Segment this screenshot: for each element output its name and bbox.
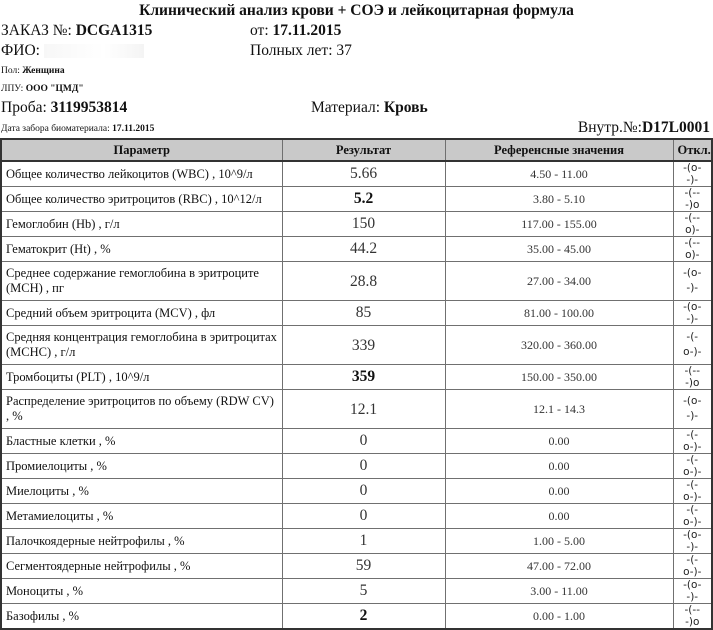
param-cell: Общее количество лейкоцитов (WBC) , 10^9/л: [1, 161, 282, 187]
deviation-cell: -(--o)-: [673, 237, 712, 262]
patient-sex-label: Пол:: [1, 66, 20, 76]
reference-cell: 47.00 - 72.00: [445, 554, 673, 579]
deviation-cell: -(-o-)-: [673, 479, 712, 504]
material-value: Кровь: [383, 99, 428, 116]
material-label: Материал:: [311, 99, 381, 116]
patient-name-redacted: [44, 44, 144, 58]
deviation-cell: -(---)o: [673, 187, 712, 212]
result-cell: 59: [282, 554, 445, 579]
param-cell: Тромбоциты (PLT) , 10^9/л: [1, 365, 282, 390]
param-cell: Распределение эритроцитов по объему (RDW CV) , %: [1, 390, 282, 429]
deviation-cell: -(o--)-: [673, 579, 712, 604]
table-row: [1, 212, 712, 237]
patient-name-label: ФИО:: [1, 42, 40, 59]
table-row: [1, 579, 712, 604]
reference-cell: 0.00: [445, 504, 673, 529]
reference-cell: 0.00: [445, 479, 673, 504]
param-cell: Общее количество эритроцитов (RBC) , 10^12/л: [1, 187, 282, 212]
deviation-cell: -(o--)-: [673, 301, 712, 326]
internal-number-value: D17L0001: [641, 119, 710, 136]
table-row: [1, 262, 712, 301]
deviation-cell: -(---)o: [673, 604, 712, 630]
result-cell: 0: [282, 454, 445, 479]
result-cell: 0: [282, 479, 445, 504]
table-row: [1, 479, 712, 504]
lpu-label: ЛПУ:: [1, 84, 24, 94]
table-row: [1, 604, 712, 630]
reference-cell: 320.00 - 360.00: [445, 326, 673, 365]
param-cell: Среднее содержание гемоглобина в эритроците (MCH) , пг: [1, 262, 282, 301]
param-cell: Палочкоядерные нейтрофилы , %: [1, 529, 282, 554]
table-row: [1, 237, 712, 262]
report-title: Клинический анализ крови + СОЭ и лейкоцитарная формула: [139, 2, 574, 19]
material: [311, 99, 428, 117]
reference-cell: 81.00 - 100.00: [445, 301, 673, 326]
table-row: [1, 529, 712, 554]
table-row: [1, 326, 712, 365]
param-cell: Метамиелоциты , %: [1, 504, 282, 529]
table-row: [1, 554, 712, 579]
deviation-cell: -(--o)-: [673, 212, 712, 237]
deviation-cell: -(o--)-: [673, 390, 712, 429]
result-cell: 0: [282, 429, 445, 454]
result-cell: 0: [282, 504, 445, 529]
patient-age: [250, 42, 352, 60]
result-cell: 359: [282, 365, 445, 390]
patient-name: [1, 42, 144, 60]
header-deviation: Откл.: [673, 139, 712, 161]
table-row: [1, 454, 712, 479]
deviation-cell: -(-o-)-: [673, 554, 712, 579]
header-reference: Референсные значения: [445, 139, 673, 161]
reference-cell: 4.50 - 11.00: [445, 161, 673, 187]
param-cell: Средняя концентрация гемоглобина в эритроцитах (MCHC) , г/л: [1, 326, 282, 365]
result-cell: 12.1: [282, 390, 445, 429]
reference-cell: 27.00 - 34.00: [445, 262, 673, 301]
header-parameter: Параметр: [1, 139, 282, 161]
deviation-cell: -(o--)-: [673, 262, 712, 301]
reference-cell: 35.00 - 45.00: [445, 237, 673, 262]
reference-cell: 117.00 - 155.00: [445, 212, 673, 237]
result-cell: 5: [282, 579, 445, 604]
table-header-row: [1, 139, 712, 161]
patient-age-label: Полных лет:: [250, 42, 333, 59]
reference-cell: 3.00 - 11.00: [445, 579, 673, 604]
param-cell: Моноциты , %: [1, 579, 282, 604]
reference-cell: 1.00 - 5.00: [445, 529, 673, 554]
param-cell: Базофилы , %: [1, 604, 282, 630]
deviation-cell: -(-o-)-: [673, 454, 712, 479]
sample-value: 3119953814: [50, 99, 128, 116]
lpu-value: ООО "ЦМД": [25, 84, 84, 94]
param-cell: Сегментоядерные нейтрофилы , %: [1, 554, 282, 579]
patient-age-value: 37: [336, 42, 352, 59]
param-cell: Гемоглобин (Hb) , г/л: [1, 212, 282, 237]
reference-cell: 12.1 - 14.3: [445, 390, 673, 429]
reference-cell: 3.80 - 5.10: [445, 187, 673, 212]
result-cell: 2: [282, 604, 445, 630]
deviation-cell: -(o--)-: [673, 161, 712, 187]
results-table: [0, 138, 713, 630]
internal-number-label: Внутр.№:: [577, 119, 642, 136]
order-date-label: от:: [250, 22, 269, 39]
param-cell: Миелоциты , %: [1, 479, 282, 504]
param-cell: Промиелоциты , %: [1, 454, 282, 479]
result-cell: 339: [282, 326, 445, 365]
reference-cell: 0.00: [445, 429, 673, 454]
deviation-cell: -(-o-)-: [673, 504, 712, 529]
table-row: [1, 161, 712, 187]
order-date-value: 17.11.2015: [272, 22, 342, 39]
sample-label: Проба:: [1, 99, 47, 116]
deviation-cell: -(-o-)-: [673, 326, 712, 365]
result-cell: 85: [282, 301, 445, 326]
collection-date-label: Дата забора биоматериала:: [1, 124, 110, 134]
order-number: [1, 22, 152, 40]
internal-number: [578, 119, 710, 137]
patient-sex: [1, 66, 65, 76]
result-cell: 5.2: [282, 187, 445, 212]
table-row: [1, 365, 712, 390]
lpu: [1, 84, 84, 94]
result-cell: 150: [282, 212, 445, 237]
result-cell: 44.2: [282, 237, 445, 262]
deviation-cell: -(o--)-: [673, 529, 712, 554]
table-row: [1, 429, 712, 454]
param-cell: Гематокрит (Ht) , %: [1, 237, 282, 262]
collection-date: [1, 124, 154, 134]
param-cell: Бластные клетки , %: [1, 429, 282, 454]
collection-date-value: 17.11.2015: [112, 124, 155, 134]
table-row: [1, 301, 712, 326]
patient-sex-value: Женщина: [22, 66, 65, 76]
sample-number: [1, 99, 127, 117]
param-cell: Средний объем эритроцита (MCV) , фл: [1, 301, 282, 326]
table-row: [1, 504, 712, 529]
reference-cell: 0.00: [445, 454, 673, 479]
reference-cell: 0.00 - 1.00: [445, 604, 673, 630]
deviation-cell: -(---)o: [673, 365, 712, 390]
order-label: ЗАКАЗ №:: [1, 22, 72, 39]
order-date: [250, 22, 341, 40]
result-cell: 5.66: [282, 161, 445, 187]
result-cell: 1: [282, 529, 445, 554]
result-cell: 28.8: [282, 262, 445, 301]
reference-cell: 150.00 - 350.00: [445, 365, 673, 390]
header-result: Результат: [282, 139, 445, 161]
table-row: [1, 390, 712, 429]
order-value: DCGA1315: [75, 22, 153, 39]
deviation-cell: -(-o-)-: [673, 429, 712, 454]
table-row: [1, 187, 712, 212]
